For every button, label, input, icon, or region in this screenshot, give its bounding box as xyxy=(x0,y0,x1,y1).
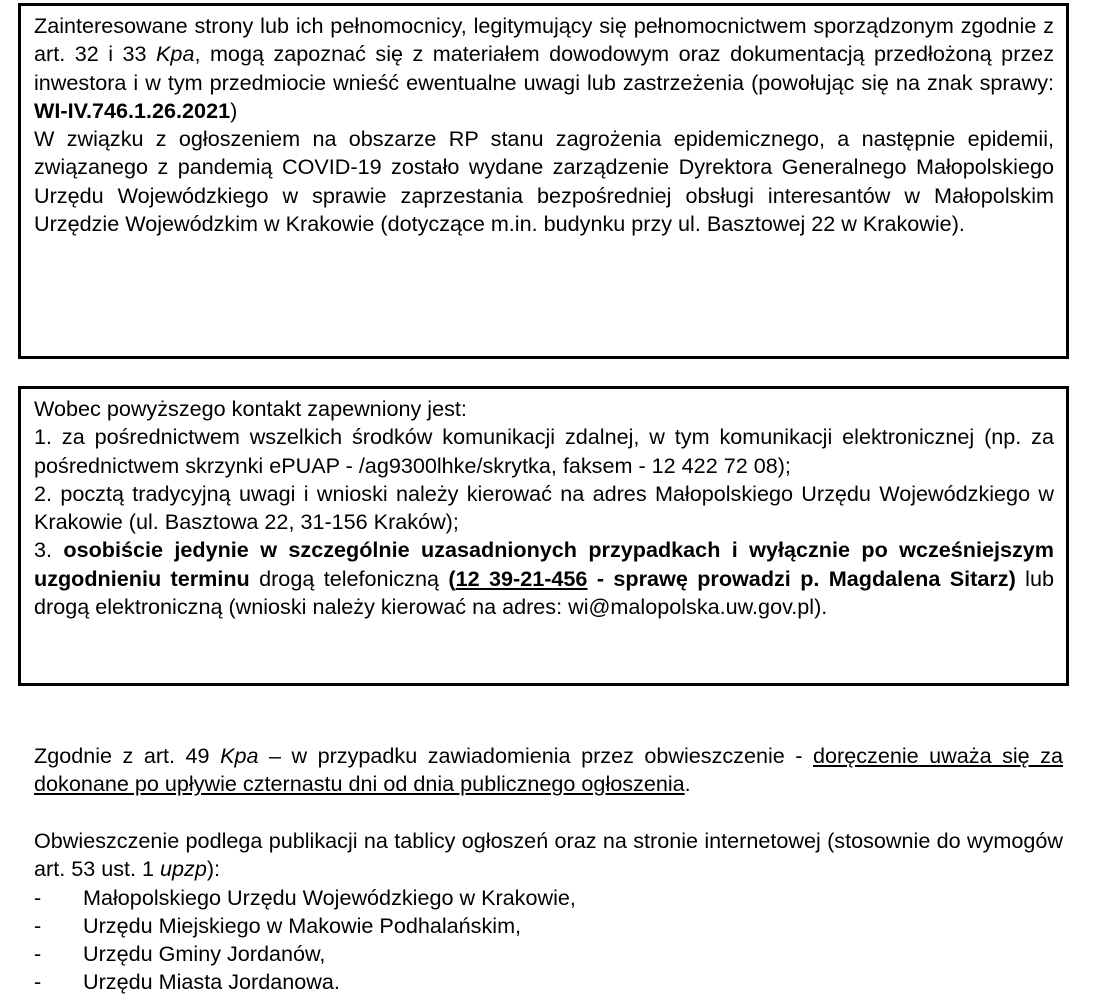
inspection-notice-box xyxy=(18,3,1069,359)
inspection-paragraph xyxy=(34,12,1054,125)
item-number: 3. xyxy=(34,537,64,563)
phone-number: 12 39-21-456 xyxy=(455,565,588,591)
kpa-abbreviation: Kpa xyxy=(156,41,195,67)
publication-intro xyxy=(34,827,1063,884)
list-item xyxy=(34,968,1063,996)
delivery-rule: doręczenie uważa się za dokonane po upływie czternastu dni od dnia publicznego ogłoszenia xyxy=(34,743,1063,797)
paren-open: ( xyxy=(448,565,456,591)
phone-contact xyxy=(448,566,1015,591)
dash-bullet: - xyxy=(34,941,42,967)
dash-bullet: - xyxy=(34,884,42,910)
contact-item-remote: 1. za pośrednictwem wszelkich środków komunikacji zdalnej, w tym komunikacji elektronicznej (np. za pośrednictwem skrzynki ePUAP - /ag9300lhke/skrytka, faksem - 12 422 72 08); xyxy=(34,424,1054,478)
list-item xyxy=(34,940,1063,968)
publication-list xyxy=(34,884,1063,997)
inspection-text-continued: , mogą zapoznać się z materiałem dowodowym oraz dokumentacją przedłożoną przez inwestora i w tym przedmiocie wnieść ewentualne uwagi lub zastrzeżenia (powołując się na znak sprawy: xyxy=(34,41,1054,95)
delivery-notice xyxy=(34,742,1063,799)
upzp-abbreviation: upzp xyxy=(160,856,207,882)
contact-item-post: 2. pocztą tradycyjną uwagi i wnioski należy kierować na adres Małopolskiego Urzędu Wojewódzkiego w Krakowie (ul. Basztowa 22, 31-156 Kraków); xyxy=(34,480,1054,535)
list-item xyxy=(34,884,1063,912)
dash-bullet: - xyxy=(34,969,42,995)
contact-info-box xyxy=(18,386,1069,686)
delivery-text: Zgodnie z art. 49 xyxy=(34,743,221,768)
in-person-condition: osobiście jedynie w szczególnie uzasadnionych przypadkach i wyłącznie po wcześniejszym uzgodnieniu terminu xyxy=(34,537,1054,591)
email-contact-text: lub drogą elektroniczną (wnioski należy kierować na adres: wi@malopolska.uw.gov.pl). xyxy=(34,565,1054,620)
list-item-label: Urzędu Miasta Jordanowa. xyxy=(83,969,340,995)
case-officer: - sprawę prowadzi p. Magdalena Sitarz) xyxy=(587,565,1016,591)
publication-notice xyxy=(34,827,1063,997)
publication-text-end: ): xyxy=(206,856,221,882)
list-item-label: Urzędu Miejskiego w Makowie Podhalańskim, xyxy=(83,912,522,938)
kpa-abbreviation: Kpa xyxy=(220,743,259,768)
contact-intro: Wobec powyższego kontakt zapewniony jest: xyxy=(34,396,467,421)
phone-text: drogą telefoniczną xyxy=(249,565,449,591)
delivery-text-continued: – w przypadku zawiadomienia przez obwieszczenie - xyxy=(258,743,814,768)
list-item-label: Urzędu Gminy Jordanów, xyxy=(83,941,326,967)
closing-parenthesis: ) xyxy=(230,97,238,123)
list-item-label: Małopolskiego Urzędu Wojewódzkiego w Krakowie, xyxy=(83,884,576,910)
case-number: WI-IV.746.1.26.2021 xyxy=(34,97,231,123)
publication-text: Obwieszczenie podlega publikacji na tablicy ogłoszeń oraz na stronie internetowej (stosownie do wymogów art. 53 ust. 1 xyxy=(34,828,1063,882)
period: . xyxy=(684,771,691,797)
dash-bullet: - xyxy=(34,912,42,938)
inspection-text: Zainteresowane strony lub ich pełnomocnicy, legitymujący się pełnomocnictwem sporządzonym zgodnie z art. 32 i 33 xyxy=(34,13,1054,67)
epidemic-paragraph: W związku z ogłoszeniem na obszarze RP stanu zagrożenia epidemicznego, a następnie epidemii, związanego z pandemią COVID-19 zostało wydane zarządzenie Dyrektora Generalnego Małopolskiego Urzędu Wojewódzkiego w sprawie zaprzestania bezpośredniej obsługi interesantów w Małopolskim Urzędzie Wojewódzkim w Krakowie (dotyczące m.in. budynku przy ul. Basztowej 22 w Krakowie). xyxy=(34,126,1054,237)
delivery-paragraph xyxy=(34,742,1063,799)
contact-item-in-person xyxy=(34,536,1054,621)
list-item xyxy=(34,912,1063,940)
